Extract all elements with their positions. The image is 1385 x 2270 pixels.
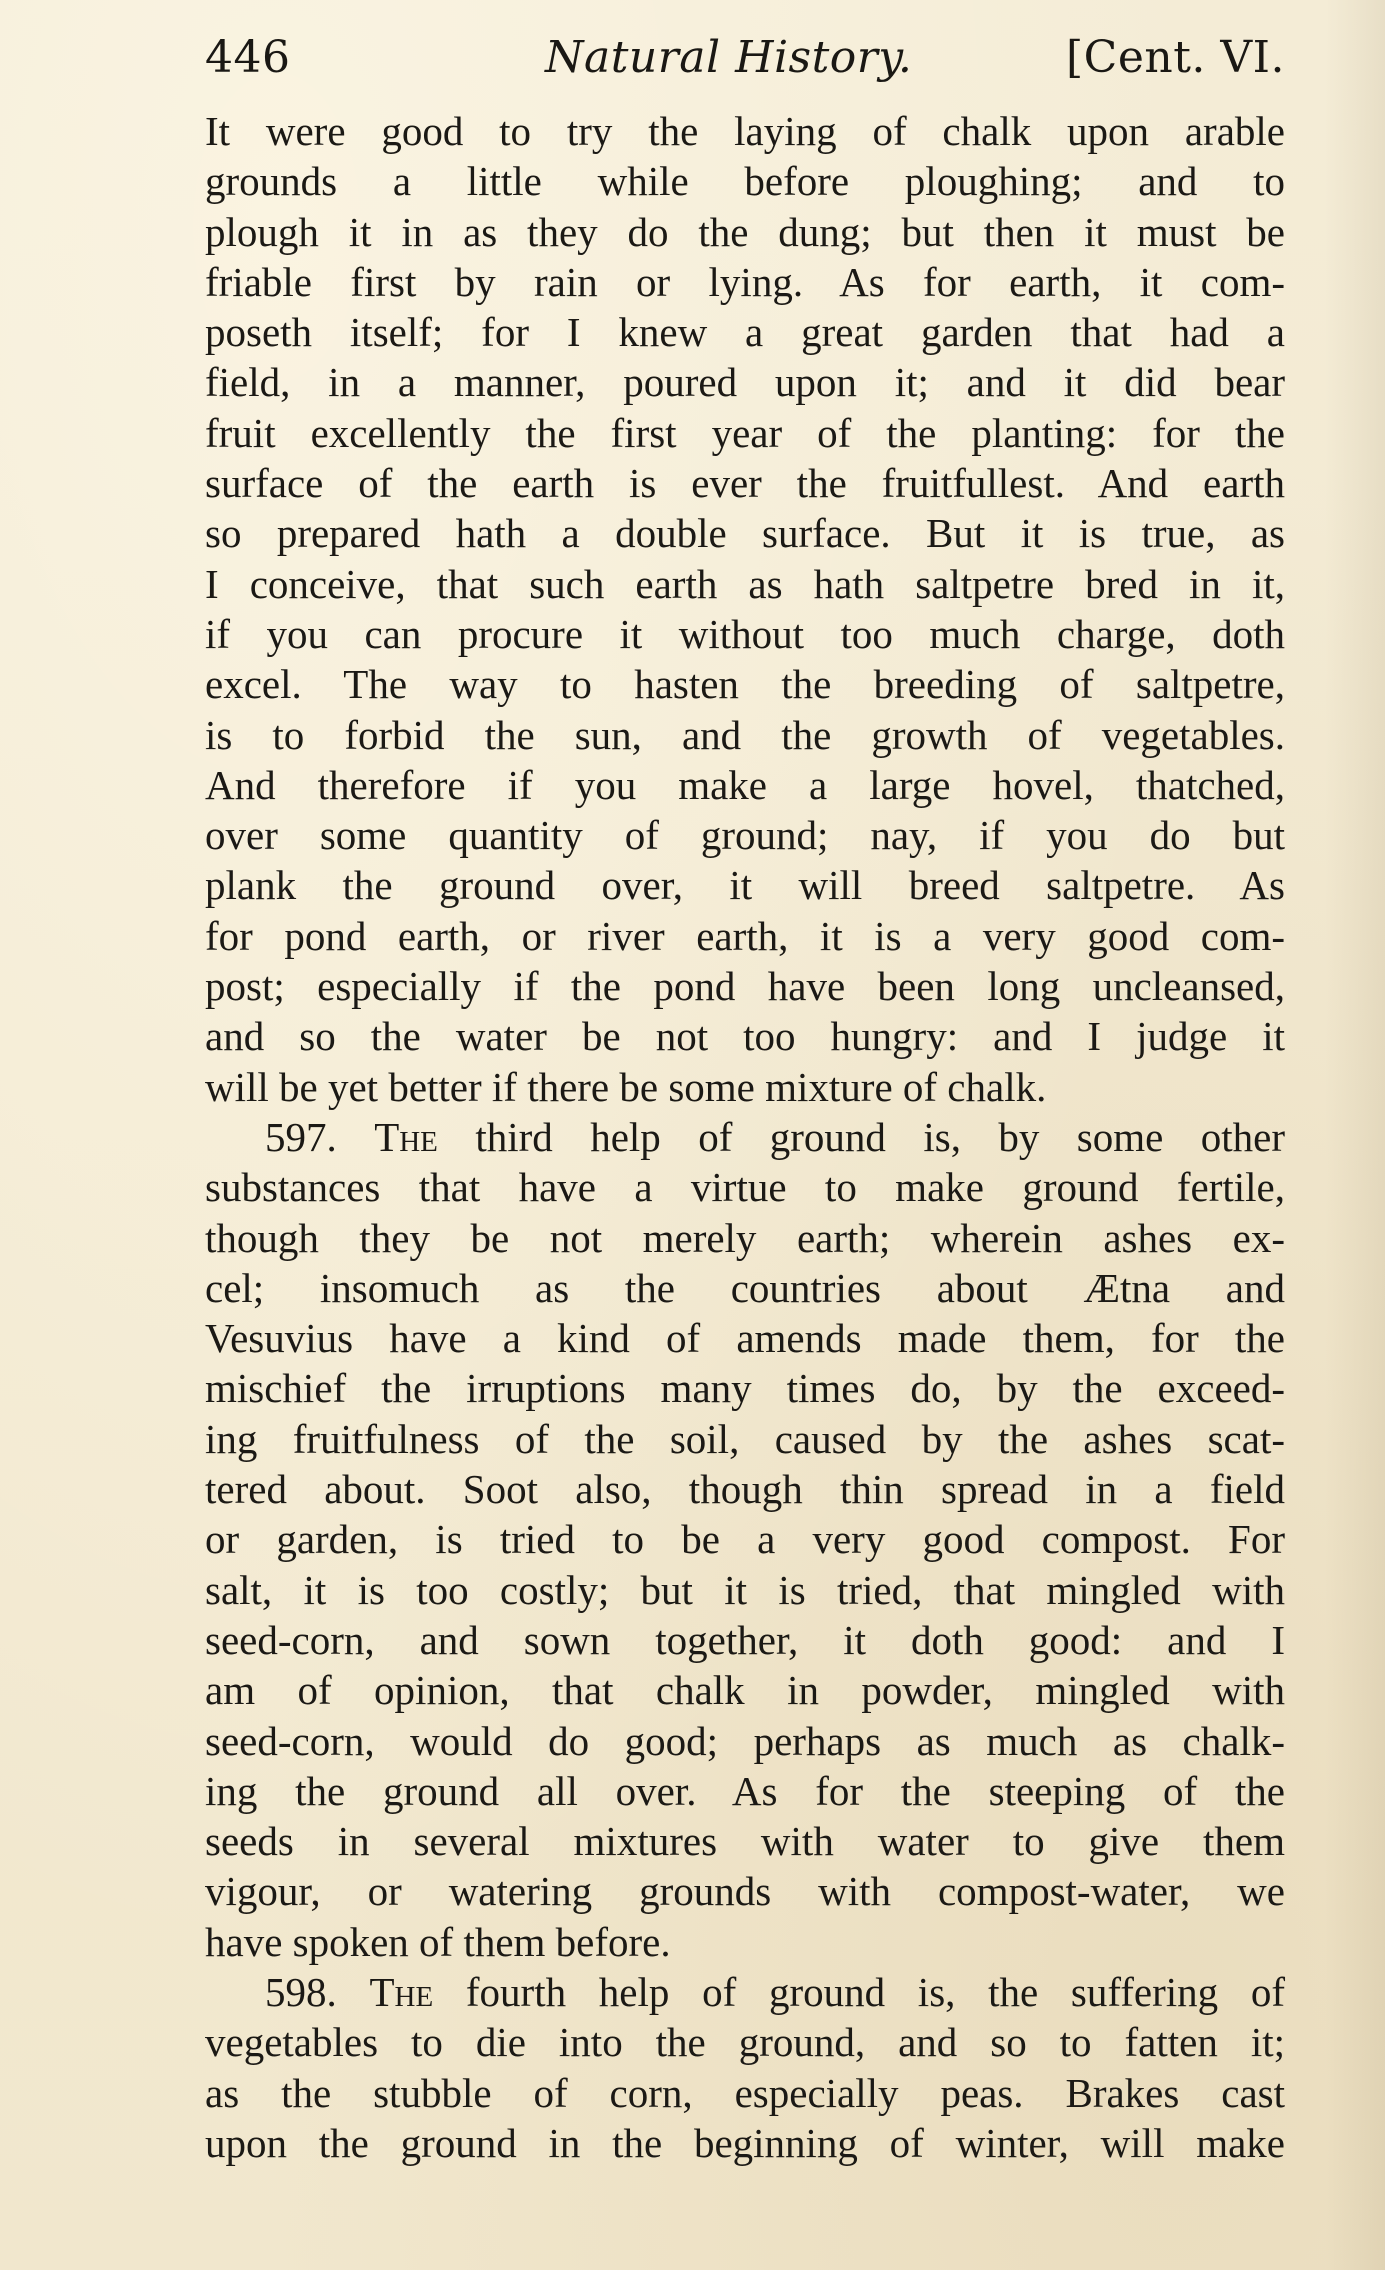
text-line: salt, it is too costly; but it is tried, that mingled with: [205, 1566, 1285, 1613]
text-line: plank the ground over, it will breed saltpetre. As: [205, 862, 1285, 909]
text-line: And therefore if you make a large hovel, thatched,: [205, 761, 1285, 808]
paragraph-opening-text: third help of ground is, by some other: [475, 1113, 1286, 1160]
text-line: Vesuvius have a kind of amends made them, for the: [205, 1315, 1285, 1362]
text-line: friable first by rain or lying. As for earth, it com-: [205, 258, 1285, 305]
body-text: [205, 106, 1285, 2168]
text-line: ing the ground all over. As for the steeping of the: [205, 1767, 1285, 1814]
page-number: 446: [205, 32, 291, 83]
text-line: over some quantity of ground; nay, if you do but: [205, 812, 1285, 859]
text-line: seed-corn, would do good; perhaps as much as chalk-: [205, 1717, 1285, 1764]
text-line: seed-corn, and sown together, it doth good: and I: [205, 1616, 1285, 1663]
text-line: for pond earth, or river earth, it is a very good com-: [205, 912, 1285, 959]
text-line: It were good to try the laying of chalk upon arable: [205, 108, 1285, 154]
text-line: upon the ground in the beginning of winter, will make: [205, 2119, 1285, 2166]
paragraph-lead-word: The: [369, 1968, 434, 2015]
text-line: field, in a manner, poured upon it; and it did bear: [205, 359, 1285, 406]
text-line: fruit excellently the first year of the planting: for the: [205, 409, 1285, 456]
paragraph-number: 598.: [265, 1968, 337, 2015]
text-line: surface of the earth is ever the fruitfullest. And earth: [205, 460, 1285, 507]
paragraph-598-opening: [205, 1967, 1285, 2017]
text-line: substances that have a virtue to make ground fertile,: [205, 1164, 1285, 1211]
text-line: I conceive, that such earth as hath saltpetre bred in it,: [205, 560, 1285, 607]
text-line: am of opinion, that chalk in powder, mingled with: [205, 1667, 1285, 1714]
text-line: ing fruitfulness of the soil, caused by the ashes scat-: [205, 1415, 1285, 1462]
text-line: so prepared hath a double surface. But it is true, as: [205, 510, 1285, 557]
text-line: tered about. Soot also, though thin spread in a field: [205, 1466, 1285, 1513]
text-line: and so the water be not too hungry: and I judge it: [205, 1013, 1285, 1060]
text-line: vigour, or watering grounds with compost-water, we: [205, 1868, 1285, 1915]
text-line: poseth itself; for I knew a great garden that had a: [205, 309, 1285, 356]
paragraph-597-opening: [205, 1112, 1285, 1162]
paragraph-opening-text: fourth help of ground is, the suffering of: [465, 1968, 1286, 2015]
text-line: grounds a little while before ploughing; and to: [205, 158, 1285, 205]
text-line: though they be not merely earth; wherein ashes ex-: [205, 1214, 1285, 1261]
text-line: will be yet better if there be some mixture of chalk.: [205, 1063, 1047, 1110]
text-line: have spoken of them before.: [205, 1918, 671, 1965]
text-line: plough it in as they do the dung; but then it must be: [205, 208, 1285, 255]
paragraph-number: 597.: [265, 1113, 337, 1160]
text-line: cel; insomuch as the countries about Ætna and: [205, 1264, 1285, 1311]
section-reference: [Cent. VI.: [1065, 32, 1285, 83]
running-title: Natural History.: [545, 32, 913, 83]
page-edge-shadow: [1325, 0, 1385, 2270]
text-line: post; especially if the pond have been long uncleansed,: [205, 963, 1285, 1010]
text-line: as the stubble of corn, especially peas. Brakes cast: [205, 2069, 1285, 2116]
text-line: vegetables to die into the ground, and so to fatten it;: [205, 2019, 1285, 2066]
text-line: is to forbid the sun, and the growth of vegetables.: [205, 711, 1285, 758]
text-line: excel. The way to hasten the breeding of saltpetre,: [205, 661, 1285, 708]
running-header: [205, 28, 1285, 98]
text-line: seeds in several mixtures with water to give them: [205, 1818, 1285, 1865]
text-line: if you can procure it without too much charge, doth: [205, 610, 1285, 657]
text-line: mischief the irruptions many times do, by the exceed-: [205, 1365, 1285, 1412]
paragraph-lead-word: The: [374, 1113, 438, 1160]
text-line: or garden, is tried to be a very good compost. For: [205, 1516, 1285, 1563]
